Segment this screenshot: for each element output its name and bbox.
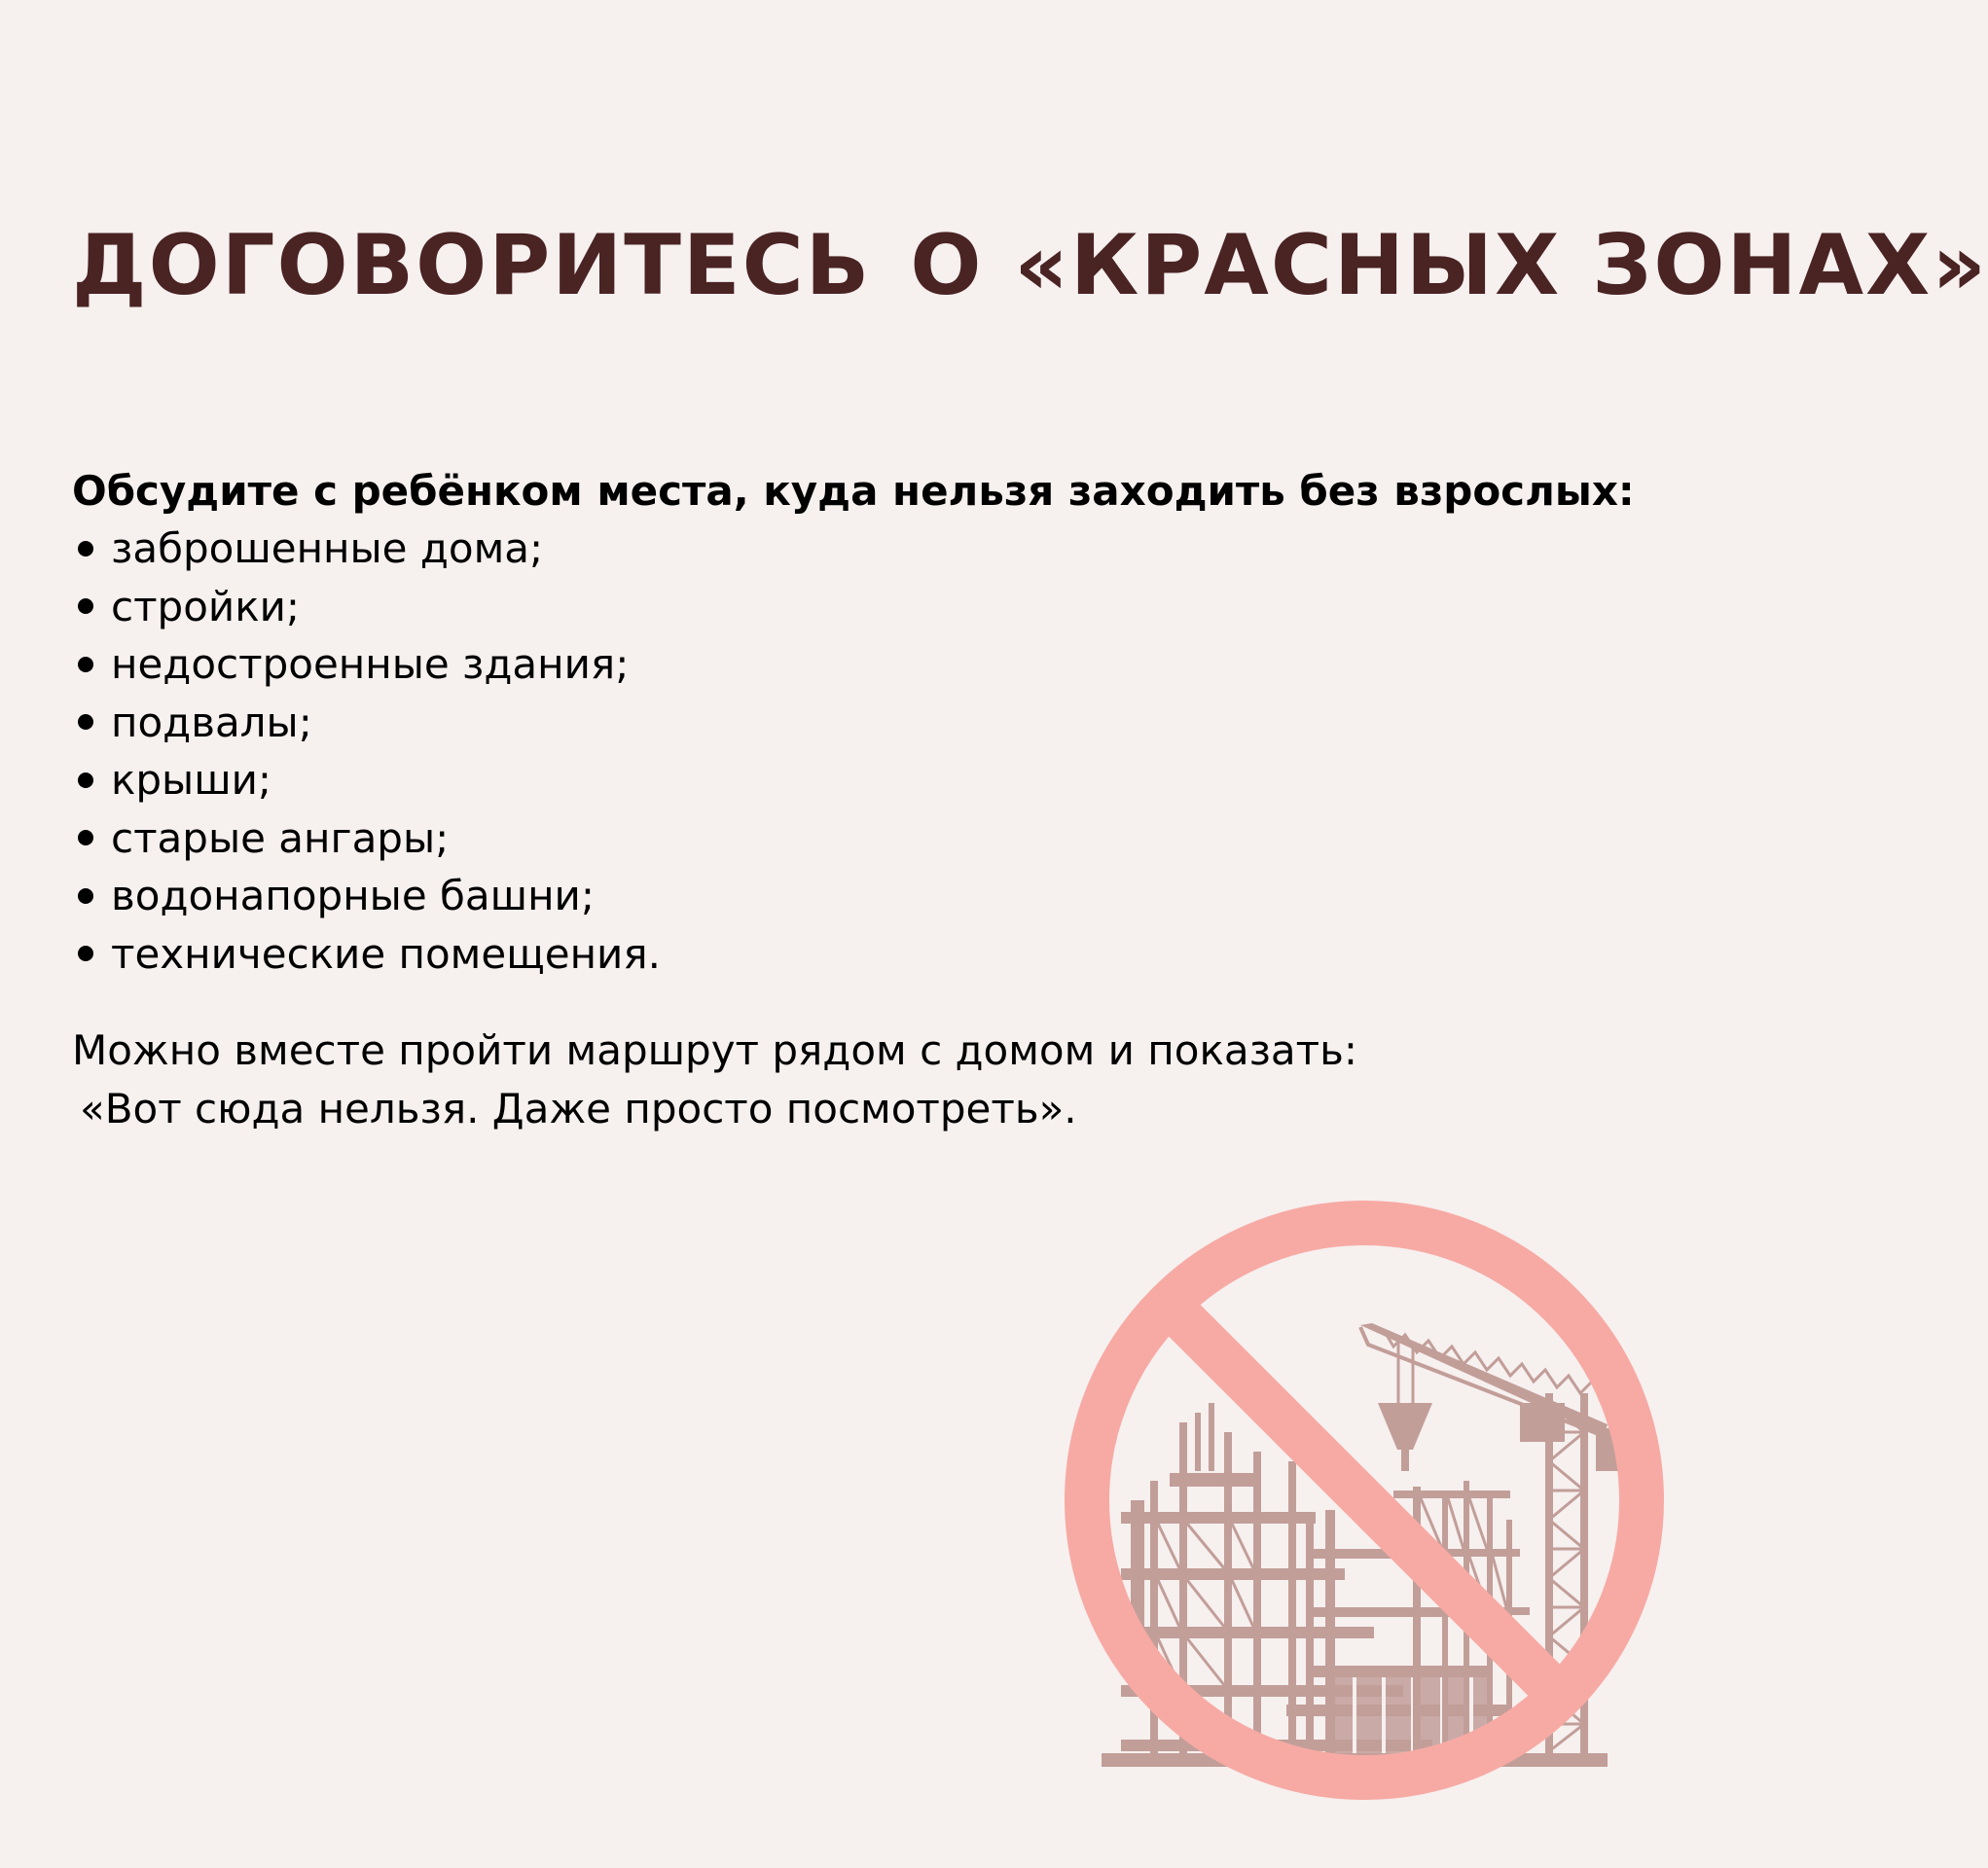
bullet-icon [78,888,93,904]
bullet-icon [78,946,93,961]
title-part-agree: ДОГОВОРИТЕСЬ [72,217,872,314]
bullet-icon [78,830,93,845]
list-item [72,694,1590,752]
no-construction-sign-icon [1063,1199,1666,1802]
bullet-icon [78,714,93,730]
list-item [72,635,1590,694]
list-item-text: заброшенные дома; [111,524,544,572]
page-title [72,212,1988,319]
content [72,463,1635,1138]
places-list [72,520,1590,983]
list-item-text: старые ангары; [111,813,450,862]
list-item-text: подвалы; [111,698,312,746]
route-note-quote: «Вот сюда нельзя. Даже просто посмотреть». [80,1085,1077,1132]
route-note [72,1022,1590,1138]
list-item-text: крыши; [111,756,272,804]
list-item-text: технические помещения. [111,929,661,978]
list-item [72,578,1590,636]
route-note-line: Можно вместе пройти маршрут рядом с домом и показать: [72,1026,1358,1074]
list-item [72,867,1590,925]
title-part-red-zones: О «КРАСНЫХ ЗОНАХ» [910,217,1988,314]
list-item [72,809,1590,868]
lead-text: Обсудите с ребёнком места, куда нельзя заходить без взрослых: [72,467,1635,515]
list-item-text: стройки; [111,582,301,630]
list-item-text: недостроенные здания; [111,640,630,688]
list-item [72,751,1590,809]
bullet-icon [78,541,93,557]
list-item-text: водонапорные башни; [111,872,595,919]
bullet-icon [78,657,93,672]
list-item [72,520,1590,578]
bullet-icon [78,772,93,788]
bullet-icon [78,598,93,614]
list-item [72,925,1590,984]
